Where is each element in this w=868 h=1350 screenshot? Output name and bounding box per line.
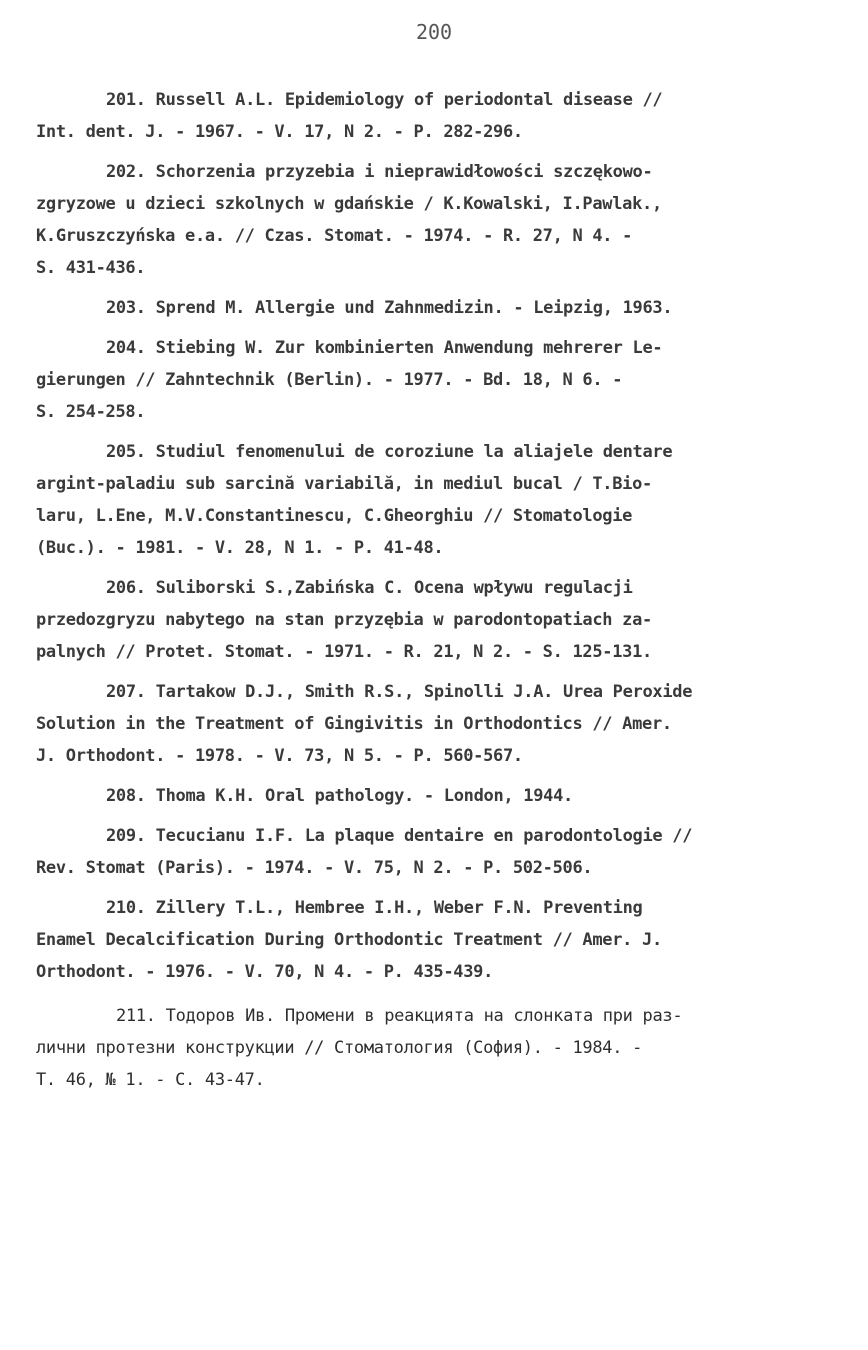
reference-line: 210. Zillery T.L., Hembree I.H., Weber F.N. Preventing (106, 898, 643, 918)
reference-entry-203 (36, 292, 836, 324)
reference-line: S. 431-436. (36, 258, 146, 278)
reference-line: przedozgryzu nabytego na stan przyzębia w parodontopatiach za- (36, 610, 652, 630)
reference-line: 209. Tecucianu I.F. La plaque dentaire en parodontologie // (106, 826, 693, 846)
reference-line: лични протезни конструкции // Стоматология (София). - 1984. - (36, 1038, 643, 1058)
reference-entry-205 (36, 436, 836, 564)
reference-line: S. 254-258. (36, 402, 146, 422)
reference-line: 203. Sprend M. Allergie und Zahnmedizin. - Leipzig, 1963. (106, 298, 673, 318)
reference-entry-208 (36, 780, 836, 812)
reference-entry-201 (36, 84, 836, 148)
reference-line: 207. Tartakow D.J., Smith R.S., Spinolli J.A. Urea Peroxide (106, 682, 693, 702)
reference-line: 206. Suliborski S.,Zabińska C. Ocena wpływu regulacji (106, 578, 633, 598)
reference-line: K.Gruszczyńska e.a. // Czas. Stomat. - 1974. - R. 27, N 4. - (36, 226, 633, 246)
reference-line: palnych // Protet. Stomat. - 1971. - R. 21, N 2. - S. 125-131. (36, 642, 652, 662)
reference-line: Enamel Decalcification During Orthodontic Treatment // Amer. J. (36, 930, 662, 950)
page-number: 200 (415, 20, 453, 44)
reference-line: zgryzowe u dzieci szkolnych w gdańskie / K.Kowalski, I.Pawlak., (36, 194, 662, 214)
reference-entry-202 (36, 156, 836, 284)
reference-entry-210 (36, 892, 836, 988)
reference-line: Int. dent. J. - 1967. - V. 17, N 2. - P. 282-296. (36, 122, 523, 142)
reference-line: 211. Тодоров Ив. Промени в реакцията на слонката при раз- (116, 1006, 683, 1026)
reference-line: 205. Studiul fenomenului de coroziune la aliajele dentare (106, 442, 673, 462)
reference-line: Orthodont. - 1976. - V. 70, N 4. - P. 435-439. (36, 962, 494, 982)
reference-line: Rev. Stomat (Paris). - 1974. - V. 75, N 2. - P. 502-506. (36, 858, 593, 878)
reference-line: J. Orthodont. - 1978. - V. 73, N 5. - P. 560-567. (36, 746, 523, 766)
reference-line: 202. Schorzenia przyzebia i nieprawidłowości szczękowo- (106, 162, 653, 182)
reference-line: 208. Thoma K.H. Oral pathology. - London, 1944. (106, 786, 573, 806)
reference-line: laru, L.Ene, M.V.Constantinescu, C.Gheorghiu // Stomatologie (36, 506, 633, 526)
reference-line: (Buc.). - 1981. - V. 28, N 1. - P. 41-48. (36, 538, 444, 558)
reference-line: 204. Stiebing W. Zur kombinierten Anwendung mehrerer Le- (106, 338, 663, 358)
reference-line: 201. Russell A.L. Epidemiology of periodontal disease // (106, 90, 663, 110)
reference-list (36, 84, 836, 1104)
reference-entry-204 (36, 332, 836, 428)
reference-line: Solution in the Treatment of Gingivitis in Orthodontics // Amer. (36, 714, 672, 734)
reference-entry-207 (36, 676, 836, 772)
reference-line: gierungen // Zahntechnik (Berlin). - 1977. - Bd. 18, N 6. - (36, 370, 623, 390)
reference-entry-209 (36, 820, 836, 884)
reference-line: Т. 46, № 1. - С. 43-47. (36, 1070, 265, 1090)
reference-entry-211 (36, 1000, 836, 1096)
reference-line: argint-paladiu sub sarcină variabilă, in mediul bucal / T.Bio- (36, 474, 652, 494)
reference-entry-206 (36, 572, 836, 668)
